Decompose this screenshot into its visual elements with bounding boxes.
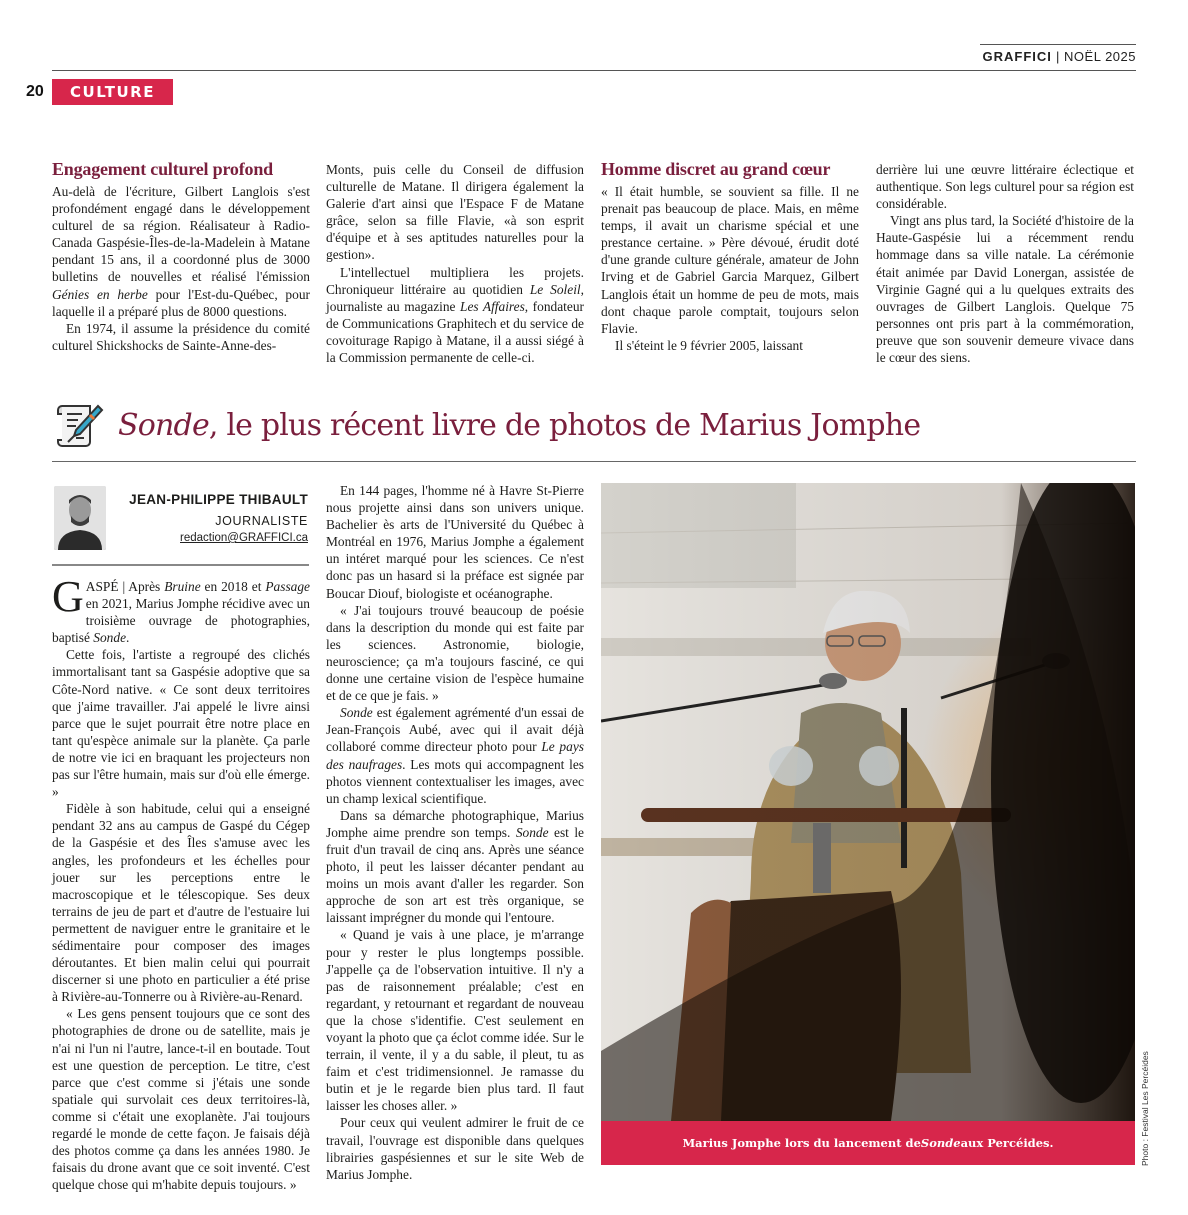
paragraph: « Il était humble, se souvient sa fille. Il ne prenait pas beaucoup de place. Mais, en même temps, il avait un charisme spécial et une prestance certaine. » Père dévoué, érudit doté d'une grande culture générale, amateur de John Irving et de Gabriel Garcia Marquez, Gilbert Langlois était un homme de peu de mots, mais dont chaque parole comptait, toujours selon Flavie. (601, 184, 859, 336)
byline-rule (52, 564, 309, 566)
paragraph: En 1974, il assume la présidence du comité culturel Shickshocks de Sainte-Anne-des- (52, 320, 310, 353)
drop-cap: G (52, 572, 84, 621)
paragraph: Sonde est également agrémenté d'un essai de Jean-François Aubé, avec qui il avait déjà collaboré comme directeur photo pour Le pays des naufrages. Les mots qui accompagnent les photos viennent contextualiser les images, avec un champ lexical scientifique. (326, 705, 584, 806)
paragraph: Vingt ans plus tard, la Société d'histoire de la Haute-Gaspésie lui a récemment rendu hommage dans sa ville natale. La cérémonie était animée par David Lonergan, assistée de Virginie Gagné qui a lu quelques extraits des ouvrages de Gilbert Langlois. Quelque 75 personnes ont pris part à la commémoration, preuve que son souvenir demeure vivace dans le cœur des siens. (876, 213, 1134, 366)
page-number: 20 (26, 83, 44, 100)
paragraph: Au-delà de l'écriture, Gilbert Langlois s'est profondément engagé dans le développement culturel de sa région. Réalisateur à Radio-Canada Gaspésie-Îles-de-la-Madelein à Matane pendant 15 ans, il a coordonné plus de 3000 bulletins de nouvelles et réalisé l'émission Génies en herbe pour l'Est-du-Québec, pour laquelle il a préparé plus de 8000 questions. (52, 184, 310, 319)
article-headline: Sonde, le plus récent livre de photos de Marius Jomphe (118, 408, 921, 443)
paragraph: Pour ceux qui veulent admirer le fruit de ce travail, l'ouvrage est disponible dans quelques librairies gaspésiennes et sur le site Web de Marius Jomphe. (326, 1115, 584, 1182)
section-tag: CULTURE (52, 79, 173, 105)
subheading: Engagement culturel profond (52, 159, 273, 179)
paragraph: En 144 pages, l'homme né à Havre St-Pierre nous projette ainsi dans son univers unique. Bachelier ès arts de l'Université du Québec à Montréal en 1976, Marius Jomphe a également un intéret marqué pour les sciences. Ce n'est donc pas un hasard si la préface est signée par Boucar Diouf, biologiste et océanographe. (326, 483, 584, 601)
paragraph: L'intellectuel multipliera les projets. Chroniqueur littéraire au quotidien Le Soleil, journaliste au magazine Les Affaires, fondateur de Communications Graphitech et du service de covoiturage Rapigo à Matane, il a aussi siégé à la Commission permanente de celle-ci. (326, 264, 585, 366)
upper-column-2 (326, 161, 584, 366)
masthead-rule (980, 44, 1136, 45)
main-column-1 (52, 572, 310, 1193)
lead-paragraph: GASPÉ | Après Bruine en 2018 et Passage en 2021, Marius Jomphe récidive avec un troisième ouvrage de photographies, baptisé Sonde. (52, 572, 310, 646)
headline-rule (52, 461, 1136, 462)
paragraph: « J'ai toujours trouvé beaucoup de poésie dans la description du monde qui est faite par les sciences. Astronomie, biologie, neuroscience; ça m'a toujours fasciné, ce qui donne une certaine vision de l'espèce humaine et de ce que je fais. » (326, 602, 584, 704)
upper-column-3 (601, 158, 859, 354)
dateline: ASPÉ (85, 579, 119, 594)
main-column-2 (326, 482, 584, 1183)
photo-caption: Marius Jomphe lors du lancement de Sonde aux Percéides. (601, 1121, 1135, 1165)
paragraph: Il s'éteint le 9 février 2005, laissant (615, 337, 803, 353)
issue-label: NOËL 2025 (1064, 49, 1136, 64)
paragraph: Cette fois, l'artiste a regroupé des clichés immortalisant tant sa Gaspésie adoptive que sa Côte-Nord native. « Ce sont deux territoires que j'aime travailler. J'ai appelé le livre ainsi parce que le sujet pourrait être notre place en tant qu'espèce animale sur la planète. Ça parle de notre vie ici en braquant les projecteurs non pas sur l'être humain, mais sur d'où elle émerge. » (52, 647, 310, 800)
author-name: JEAN-PHILIPPE THIBAULT (129, 492, 308, 507)
masthead-separator: | (1056, 49, 1060, 64)
paragraph: « Les gens pensent toujours que ce sont des photographies de drone ou de satellite, mais je n'ai ni l'un ni l'autre, lance-t-il en boutade. Tout est une question de perception. Le titre, c'est parce que c'est comme si j'étais une sonde spatiale qui survolait ces deux territoires-là, comme si c'était une exoplanète. J'ai toujours regardé le monde de cette façon. Je faisais déjà des photos comme ça dans les années 1980. Je faisais du drone avant que ce soit inventé. C'est quelque chose qui m'habite depuis toujours. » (52, 1006, 310, 1193)
headline-block (52, 400, 1136, 460)
header-rule (52, 70, 1136, 71)
subheading: Homme discret au grand cœur (601, 159, 831, 179)
paragraph: « Quand je vais à une place, je m'arrange pour y rester le plus longtemps possible. J'appelle ça de l'observation intuitive. Il n'y a pas de raisonnement préalable; c'est en regardant, y retournant et regardant de nouveau que la chose s'identifie. C'est seulement en voyant la photo que ça éclot comme idée. Sur le terrain, il vente, il y a du sable, il pleut, tu as faim et c'est tridimensionnel. Je ramasse du butin et je le regarde bien plus tard. Il faut laisser les choses aller. » (326, 927, 584, 1114)
paragraph: Dans sa démarche photographique, Marius Jomphe aime prendre son temps. Sonde est le fruit d'un travail de cinq ans. Après une séance photo, il peut les laisser décanter pendant au moins un mois avant d'aller les regarder. Son approche de son art est très organique, se laissant imprégner du monde qui l'entoure. (326, 807, 585, 926)
paragraph: derrière lui une œuvre littéraire éclectique et authentique. Son legs culturel pour sa région est considérable. (876, 162, 1134, 212)
paragraph: Fidèle à son habitude, celui qui a enseigné pendant 32 ans au campus de Gaspé du Cégep de la Gaspésie et des Îles s'amuse avec les angles, les profondeurs et les échelles pour jouer sur les perceptions entre le macroscopique et le télescopique. Ses deux terrains de jeu de part et d'autre de l'estuaire lui permettent de naviguer entre le granitaire et le sédimentaire pour composer des images déroutantes. Et bien malin celui qui pourrait discerner si une photo en particulier a été prise à Rivière-au-Tonnerre ou à Rivière-au-Renard. (52, 801, 310, 1005)
author-role: JOURNALISTE (215, 514, 308, 528)
author-email-link[interactable]: redaction@GRAFFICI.ca (180, 532, 308, 544)
masthead (983, 49, 1136, 64)
upper-column-4 (876, 161, 1134, 366)
upper-column-1 (52, 158, 310, 354)
photo-credit: Photo : Festival Les Percéides (1140, 1051, 1150, 1166)
publication-name: GRAFFICI (982, 49, 1052, 64)
author-avatar (54, 486, 106, 550)
paragraph: Monts, puis celle du Conseil de diffusion culturelle de Matane. Il dirigera également la Galerie d'art ainsi que l'Espace F de Matane grâce, selon sa fille Flavie, «à son esprit d'équipe et à ses aptitudes naturelles pour la gestion». (326, 162, 584, 263)
article-photo (601, 483, 1135, 1121)
